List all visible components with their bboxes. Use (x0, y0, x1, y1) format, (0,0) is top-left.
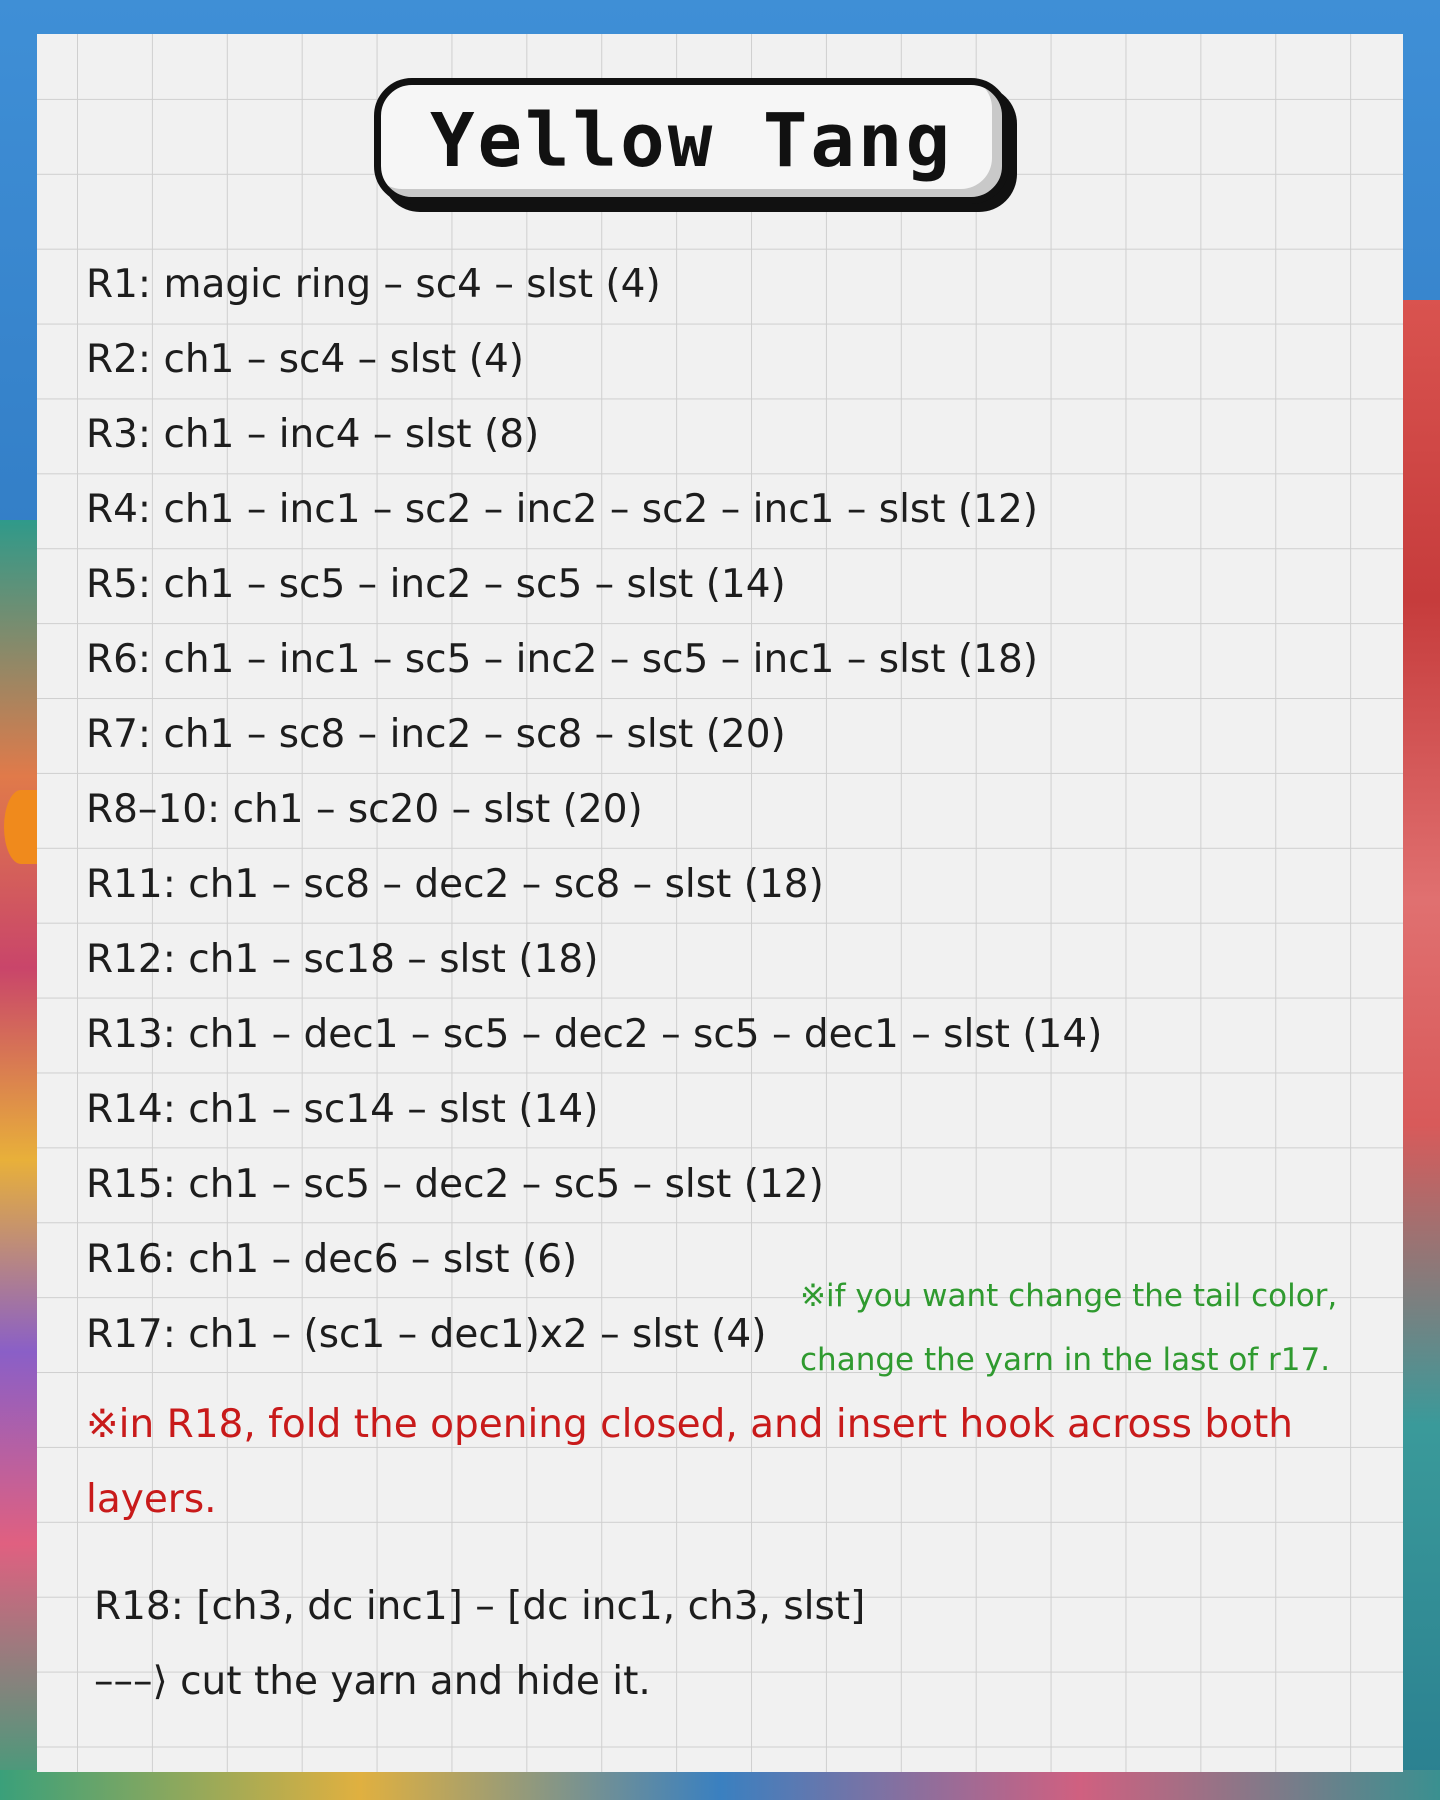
pattern-row: R2: ch1 – sc4 – slst (4) (86, 337, 524, 382)
tail-color-note-line-1: ※if you want change the tail color, (800, 1278, 1338, 1314)
pattern-row: R4: ch1 – inc1 – sc2 – inc2 – sc2 – inc1 – slst (12) (86, 487, 1038, 532)
pattern-row: R11: ch1 – sc8 – dec2 – sc8 – slst (18) (86, 862, 824, 907)
pattern-row: R7: ch1 – sc8 – inc2 – sc8 – slst (20) (86, 712, 786, 757)
pattern-row: R5: ch1 – sc5 – inc2 – sc5 – slst (14) (86, 562, 786, 607)
pattern-row: R13: ch1 – dec1 – sc5 – dec2 – sc5 – dec1 – slst (14) (86, 1012, 1103, 1057)
title-banner (374, 78, 1009, 204)
pattern-row: R8–10: ch1 – sc20 – slst (20) (86, 787, 643, 832)
pattern-row: R3: ch1 – inc4 – slst (8) (86, 412, 540, 457)
pattern-row: R17: ch1 – (sc1 – dec1)x2 – slst (4) (86, 1312, 767, 1357)
pattern-row: R16: ch1 – dec6 – slst (6) (86, 1237, 578, 1282)
pattern-row: R1: magic ring – sc4 – slst (4) (86, 262, 661, 307)
coral-reef-left-decoration (0, 520, 40, 1800)
coral-reef-right-decoration (1402, 300, 1440, 1800)
coral-reef-bottom-decoration (0, 1770, 1440, 1800)
final-instruction: –––⟩ cut the yarn and hide it. (94, 1659, 651, 1704)
final-row-r18: R18: [ch3, dc inc1] – [dc inc1, ch3, slst] (94, 1584, 866, 1629)
pattern-row: R6: ch1 – inc1 – sc5 – inc2 – sc5 – inc1 – slst (18) (86, 637, 1038, 682)
pattern-row: R14: ch1 – sc14 – slst (14) (86, 1087, 599, 1132)
tail-color-note-line-2: change the yarn in the last of r17. (800, 1342, 1331, 1378)
fish-decoration (4, 790, 38, 864)
fold-note-line-2: layers. (86, 1477, 217, 1522)
fold-note-line-1: ※in R18, fold the opening closed, and insert hook across both (86, 1402, 1293, 1447)
page-title: Yellow Tang (429, 98, 954, 184)
pattern-row: R15: ch1 – sc5 – dec2 – sc5 – slst (12) (86, 1162, 824, 1207)
pattern-row: R12: ch1 – sc18 – slst (18) (86, 937, 599, 982)
